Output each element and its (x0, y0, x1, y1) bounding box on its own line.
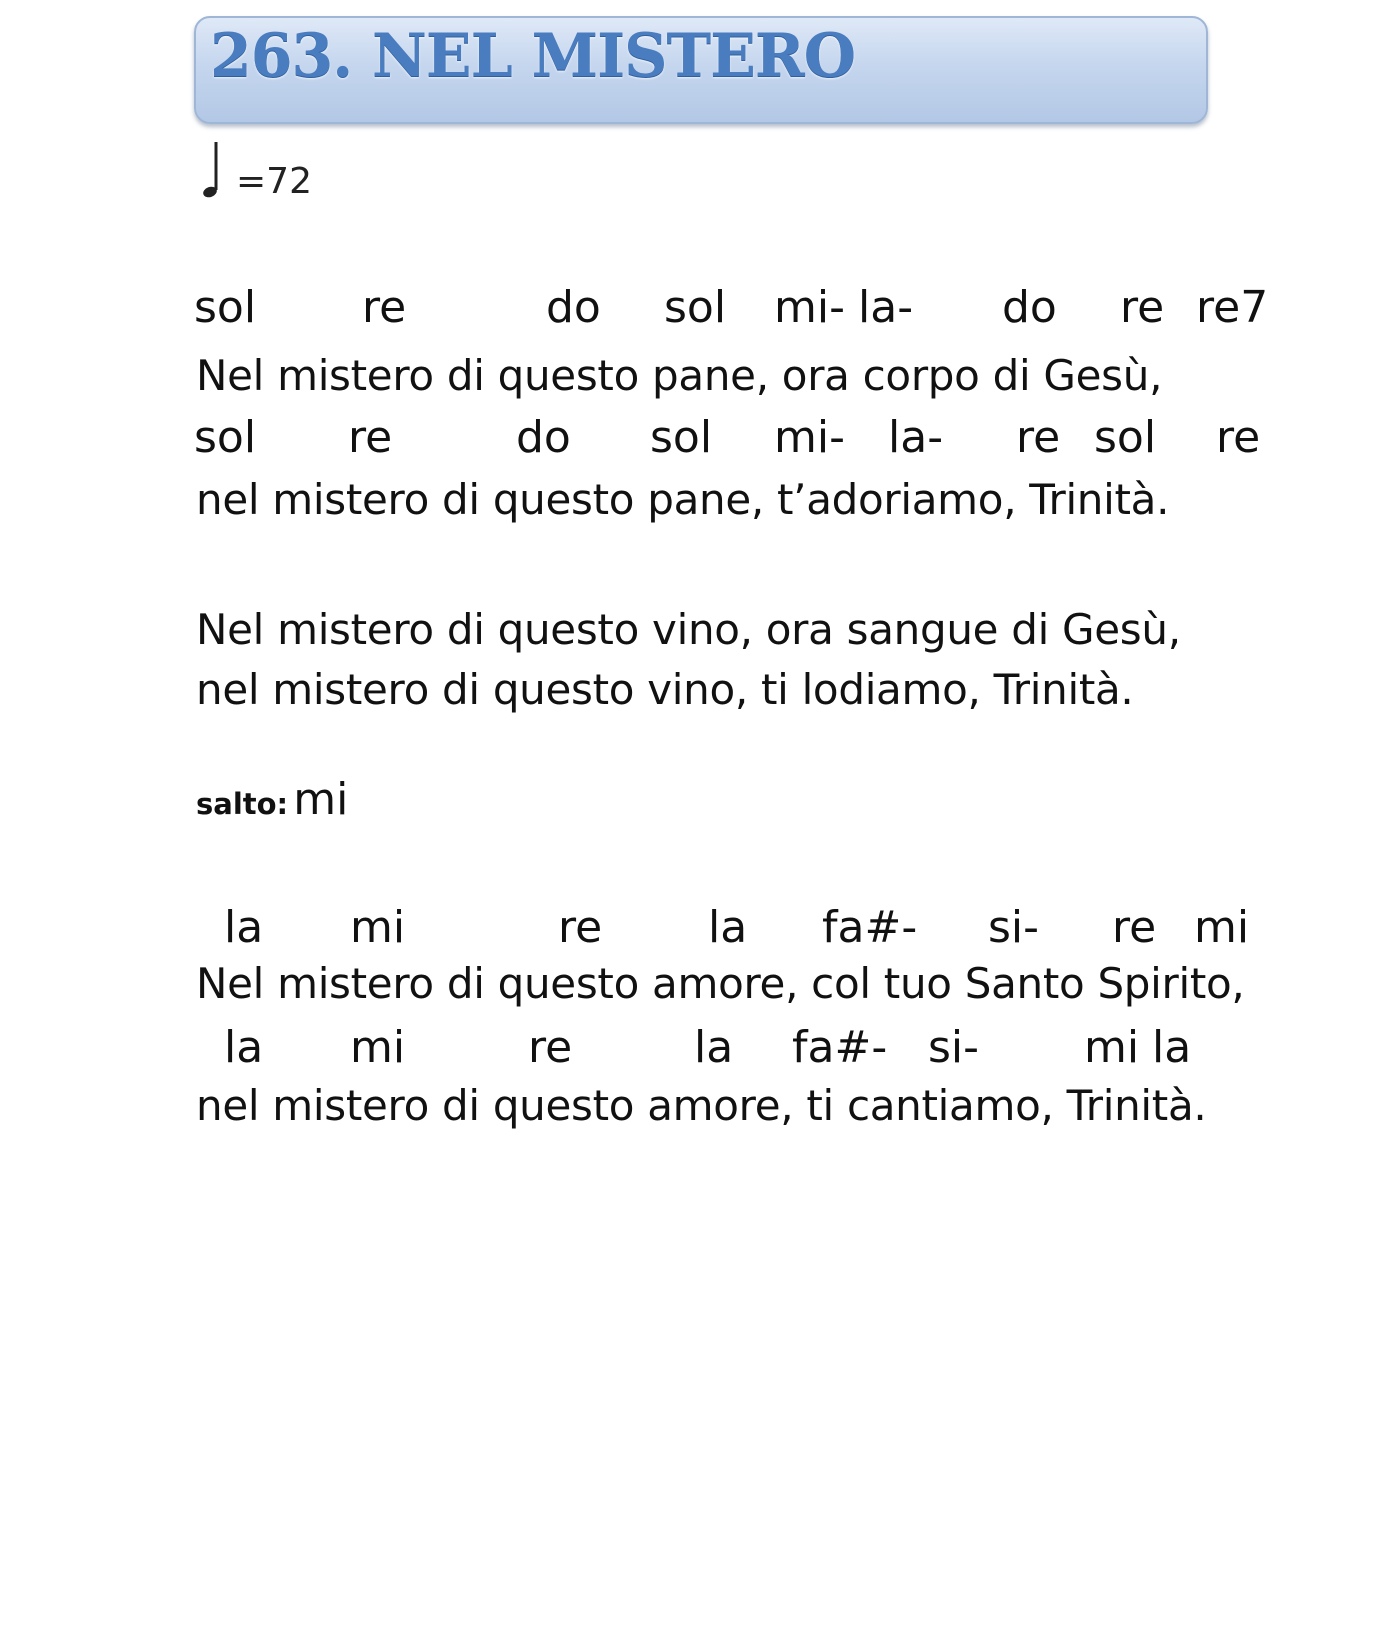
chord: re (528, 1022, 573, 1073)
chord: mi (1084, 1022, 1140, 1073)
lyric-line: Nel mistero di questo pane, ora corpo di Gesù, (196, 351, 1163, 400)
chord: re (362, 282, 407, 333)
chord: re (1216, 412, 1261, 463)
chord: mi (350, 902, 406, 953)
chord: la (708, 902, 748, 953)
title-banner (194, 16, 1208, 124)
lyric-line: Nel mistero di questo amore, col tuo Santo Spirito, (196, 959, 1245, 1008)
lyric-line: nel mistero di questo pane, t’adoriamo, Trinità. (196, 475, 1170, 524)
lyric-line: nel mistero di questo amore, ti cantiamo, Trinità. (196, 1081, 1207, 1130)
quarter-note-icon (200, 140, 224, 204)
chord: sol (664, 282, 727, 333)
chord: do (546, 282, 601, 333)
chord: la (694, 1022, 734, 1073)
salto-note (196, 774, 348, 835)
chord: re (1112, 902, 1157, 953)
chord-row (0, 282, 1269, 334)
chord: mi (350, 1022, 406, 1073)
chord: la- (858, 282, 914, 333)
chord: si- (928, 1022, 980, 1073)
chord: re7 (1196, 282, 1269, 333)
chord: sol (1094, 412, 1157, 463)
salto-label: salto: (196, 787, 289, 821)
chord: re (1016, 412, 1061, 463)
chord: re (558, 902, 603, 953)
chord: do (1002, 282, 1057, 333)
chord: re (348, 412, 393, 463)
lyric-line: Nel mistero di questo vino, ora sangue di Gesù, (196, 605, 1181, 654)
chord: sol (194, 282, 257, 333)
chord-row (0, 1022, 1192, 1074)
chord: mi (1194, 902, 1250, 953)
chord-row (0, 412, 1261, 464)
chord: re (1120, 282, 1165, 333)
chord: sol (650, 412, 713, 463)
song-title: 263. NEL MISTERO (210, 21, 855, 91)
chord: la (1152, 1022, 1192, 1073)
chord: la (224, 1022, 264, 1073)
chord: la (224, 902, 264, 953)
salto-chord: mi (293, 774, 349, 825)
chord: si- (988, 902, 1040, 953)
chord: mi- (774, 412, 845, 463)
lyric-line: nel mistero di questo vino, ti lodiamo, Trinità. (196, 665, 1134, 714)
chord: fa#- (792, 1022, 888, 1073)
chord: la- (888, 412, 944, 463)
chord: sol (194, 412, 257, 463)
chord: mi- (774, 282, 845, 333)
tempo-value: =72 (236, 161, 312, 202)
chord: fa#- (822, 902, 918, 953)
chord-row (0, 902, 1250, 954)
chord: do (516, 412, 571, 463)
